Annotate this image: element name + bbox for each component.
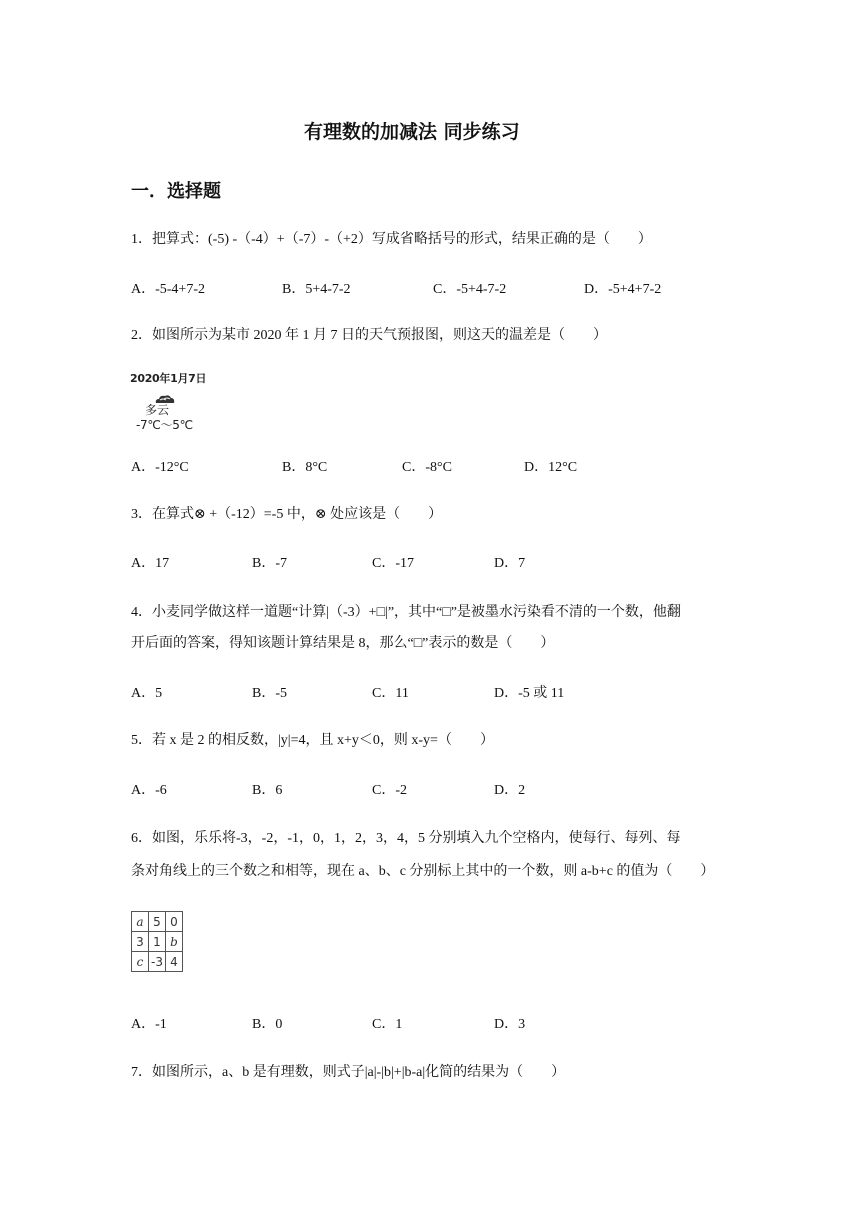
question-2-option-a[interactable]: A．-12°C <box>131 460 189 475</box>
page-title: 有理数的加减法 同步练习 <box>304 121 520 143</box>
question-3-option-c[interactable]: C．-17 <box>372 556 414 571</box>
question-3-option-d[interactable]: D．7 <box>494 556 526 571</box>
question-5-stem: 5．若 x 是 2 的相反数，|y|=4，且 x+y＜0，则 x-y=（ ） <box>131 733 494 748</box>
question-2-option-b[interactable]: B．8°C <box>282 460 328 475</box>
question-1-option-c[interactable]: C．-5+4-7-2 <box>433 282 507 297</box>
question-5-option-a[interactable]: A．-6 <box>131 783 167 798</box>
grid-cell: a <box>132 912 149 932</box>
question-1-stem: 1．把算式：(-5) -（-4）+（-7）-（+2）写成省略括号的形式，结果正确的是（ ） <box>131 232 652 247</box>
forecast-temperature: -7℃～5℃ <box>136 418 193 432</box>
question-3-stem: 3．在算式⊗ +（-12）=-5 中，⊗ 处应该是（ ） <box>131 507 443 522</box>
question-4-option-d[interactable]: D．-5 或 11 <box>494 686 565 701</box>
question-6-option-b[interactable]: B．0 <box>252 1017 283 1032</box>
question-3-option-b[interactable]: B．-7 <box>252 556 287 571</box>
grid-cell: -3 <box>149 952 166 972</box>
grid-cell: 3 <box>132 932 149 952</box>
grid-cell: 5 <box>149 912 166 932</box>
question-3-option-a[interactable]: A．17 <box>131 556 170 571</box>
question-2-option-d[interactable]: D．12°C <box>524 460 578 475</box>
question-6-option-d[interactable]: D．3 <box>494 1017 526 1032</box>
grid-cell: 1 <box>149 932 166 952</box>
question-2-option-c[interactable]: C．-8°C <box>402 460 452 475</box>
question-1-option-d[interactable]: D．-5+4+7-2 <box>584 282 662 297</box>
question-4-stem-line-2: 开后面的答案，得知该题计算结果是 8，那么“□”表示的数是（ ） <box>131 636 555 651</box>
question-6-stem-line-1: 6．如图，乐乐将-3，-2，-1，0，1，2，3，4，5 分别填入九个空格内，使每行、每列、每 <box>131 831 681 846</box>
question-7-stem: 7．如图所示，a、b 是有理数，则式子|a|-|b|+|b-a|化简的结果为（ ） <box>131 1065 566 1080</box>
forecast-date: 2020年1月7日 <box>130 372 207 385</box>
cloud-icon <box>154 389 176 399</box>
question-5-option-c[interactable]: C．-2 <box>372 783 407 798</box>
question-4-option-a[interactable]: A．5 <box>131 686 163 701</box>
question-6-option-a[interactable]: A．-1 <box>131 1017 167 1032</box>
section-heading: 一．选择题 <box>131 181 221 202</box>
question-4-option-c[interactable]: C．11 <box>372 686 409 701</box>
grid-cell: 4 <box>166 952 183 972</box>
grid-cell: 0 <box>166 912 183 932</box>
question-2-stem: 2．如图所示为某市 2020 年 1 月 7 日的天气预报图，则这天的温差是（ ） <box>131 328 607 343</box>
forecast-weather: 多云 <box>145 403 170 417</box>
question-1-option-b[interactable]: B．5+4-7-2 <box>282 282 351 297</box>
question-5-option-b[interactable]: B．6 <box>252 783 283 798</box>
question-6-stem-line-2: 条对角线上的三个数之和相等，现在 a、b、c 分别标上其中的一个数，则 a-b+c 的值为（ ） <box>131 864 715 879</box>
question-4-option-b[interactable]: B．-5 <box>252 686 287 701</box>
question-4-stem-line-1: 4．小麦同学做这样一道题“计算|（-3）+□|”，其中“□”是被墨水污染看不清的一个数，他翻 <box>131 605 681 620</box>
grid-cell: b <box>166 932 183 952</box>
question-5-option-d[interactable]: D．2 <box>494 783 526 798</box>
magic-square-grid <box>131 911 183 972</box>
question-1-option-a[interactable]: A．-5-4+7-2 <box>131 282 205 297</box>
question-6-option-c[interactable]: C．1 <box>372 1017 403 1032</box>
grid-cell: c <box>132 952 149 972</box>
weather-forecast-figure <box>130 370 220 436</box>
